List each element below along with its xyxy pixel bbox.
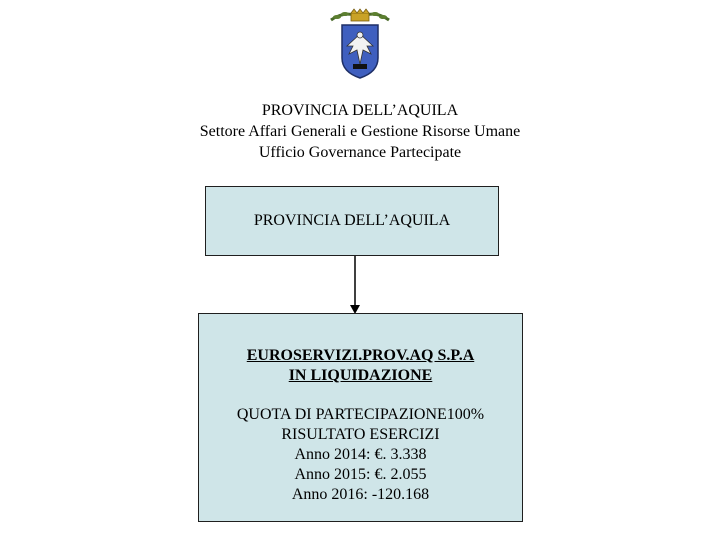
- company-details: [199, 405, 522, 505]
- quota-text: QUOTA DI PARTECIPAZIONE100%: [236, 406, 485, 423]
- header-sector: Settore Affari Generali e Gestione Risorse Umane: [199, 123, 521, 140]
- company-name: [199, 346, 522, 386]
- header-office: Ufficio Governance Partecipate: [258, 144, 462, 161]
- parent-entity-box: [205, 186, 499, 256]
- header-title: PROVINCIA DELL’AQUILA: [261, 102, 459, 119]
- company-name-line2: IN LIQUIDAZIONE: [288, 367, 433, 384]
- parent-entity-label: PROVINCIA DELL’AQUILA: [253, 212, 451, 229]
- connector-arrow: [345, 256, 365, 316]
- province-crest-icon: [327, 8, 393, 80]
- company-box: [198, 313, 523, 522]
- header: [0, 100, 720, 163]
- results-title: RISULTATO ESERCIZI: [281, 426, 440, 443]
- company-name-line1: EUROSERVIZI.PROV.AQ S.P.A: [246, 347, 475, 364]
- result-2015: Anno 2015: €. 2.055: [294, 466, 427, 483]
- result-2016: Anno 2016: -120.168: [291, 486, 430, 503]
- result-2014: Anno 2014: €. 3.338: [294, 446, 427, 463]
